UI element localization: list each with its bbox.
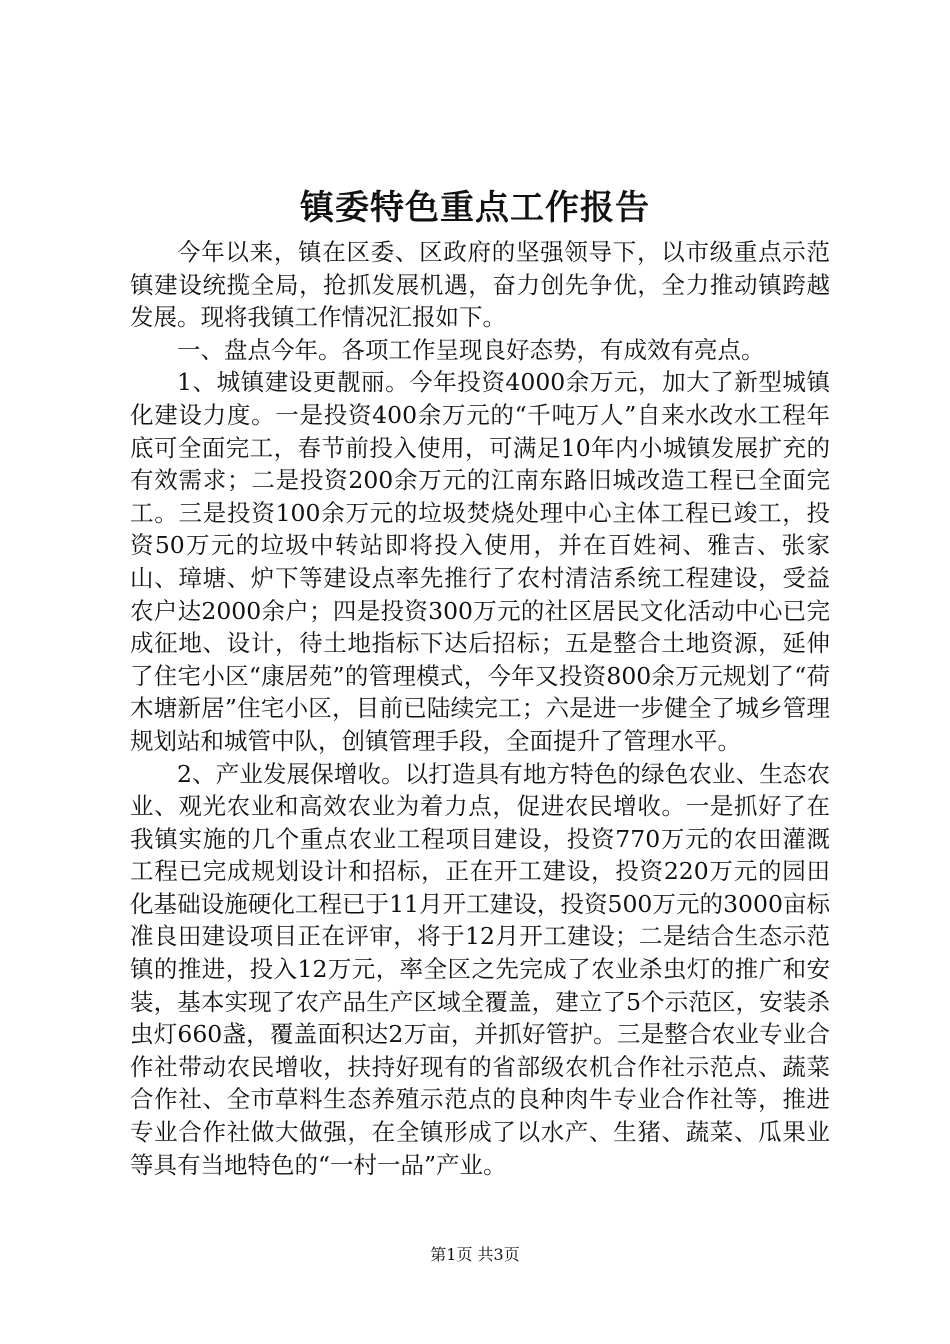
paragraph-intro: 今年以来，镇在区委、区政府的坚强领导下，以市级重点示范镇建设统揽全局，抢抓发展机遇，奋力创先争优，全力推动镇跨越发展。现将我镇工作情况汇报如下。 [130,238,830,332]
paragraph-urban-construction: 1、城镇建设更靓丽。今年投资4000余万元，加大了新型城镇化建设力度。一是投资400余万元的“千吨万人”自来水改水工程年底可全面完工，春节前投入使用，可满足10年内小城镇发展扩充的有效需求；二是投资200余万元的江南东路旧城改造工程已全面完工。三是投资100余万元的垃圾焚烧处理中心主体工程已竣工，投资50万元的垃圾中转站即将投入使用，并在百姓祠、雅吉、张家山、璋塘、炉下等建设点率先推行了农村清洁系统工程建设，受益农户达2000余户；四是投资300万元的社区居民文化活动中心已完成征地、设计，待土地指标下达后招标；五是整合土地资源，延伸了住宅小区“康居苑”的管理模式，今年又投资800余万元规划了“荷木塘新居”住宅小区，目前已陆续完工；六是进一步健全了城乡管理规划站和城管中队，创镇管理手段，全面提升了管理水平。 [130,368,830,755]
document-body [130,236,830,1181]
page-number-footer: 第1页 共3页 [430,1245,520,1264]
paragraph-industry-development: 2、产业发展保增收。以打造具有地方特色的绿色农业、生态农业、观光农业和高效农业为着力点，促进农民增收。一是抓好了在我镇实施的几个重点农业工程项目建设，投资770万元的农田灌溉工程已完成规划设计和招标，正在开工建设，投资220万元的园田化基础设施硬化工程已于11月开工建设，投资500万元的3000亩标准良田建设项目正在评审，将于12月开工建设；二是结合生态示范镇的推进，投入12万元，率全区之先完成了农业杀虫灯的推广和安装，基本实现了农产品生产区域全覆盖，建立了5个示范区，安装杀虫灯660盏，覆盖面积达2万亩，并抓好管护。三是整合农业专业合作社带动农民增收，扶持好现有的省部级农机合作社示范点、蔬菜合作社、全市草料生态养殖示范点的良种肉牛专业合作社等，推进专业合作社做大做强，在全镇形成了以水产、生猪、蔬菜、瓜果业等具有当地特色的“一村一品”产业。 [130,759,830,1179]
paragraph-section-heading: 一、盘点今年。各项工作呈现良好态势，有成效有亮点。 [177,335,765,364]
document-title: 镇委特色重点工作报告 [300,188,650,228]
